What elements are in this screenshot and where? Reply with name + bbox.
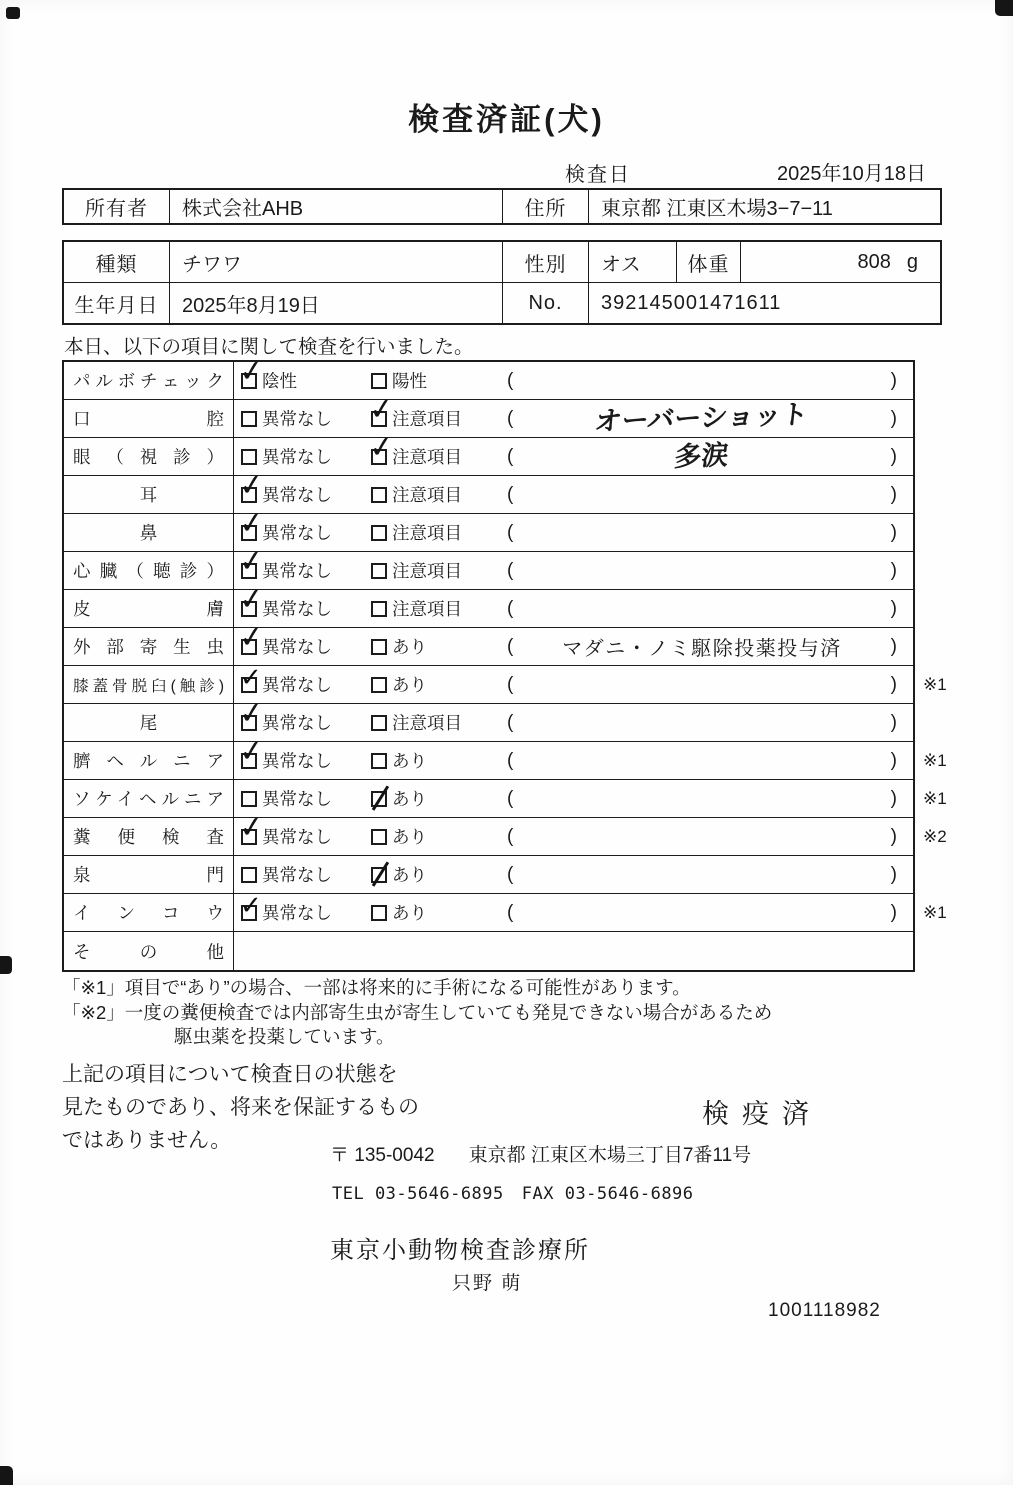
row-label: 口腔 (73, 409, 224, 429)
checklist-row (64, 590, 913, 628)
option1-label: 異常なし (262, 447, 332, 467)
fax-number: FAX 03-5646-6896 (521, 1184, 694, 1204)
option1-label: 異常なし (262, 637, 332, 657)
no-value: 392145001471611 (601, 291, 782, 314)
option2-label: 注意項目 (392, 561, 462, 581)
option2-label: あり (392, 903, 427, 923)
option-1 (234, 710, 371, 735)
option-1 (234, 862, 371, 887)
birth-value: 2025年8月19日 (170, 283, 503, 323)
weight-label: 体重 (677, 242, 741, 282)
checkbox-2 (371, 791, 387, 807)
option-2 (371, 482, 499, 507)
paren-area (499, 788, 913, 810)
paren-open: ( (507, 521, 514, 543)
serial-number: 1001118982 (768, 1300, 881, 1321)
option-1 (234, 900, 371, 925)
option-2 (371, 710, 499, 735)
paren-close: ) (890, 445, 897, 467)
option1-label: 異常なし (262, 561, 332, 581)
row-label-cell (64, 628, 234, 665)
row-label: 眼（視診） (73, 447, 224, 467)
option-1 (234, 368, 371, 393)
checkbox-2 (371, 905, 387, 921)
option2-label: 陽性 (392, 371, 427, 391)
option1-label: 異常なし (262, 827, 332, 847)
checkbox-2 (371, 829, 387, 845)
checklist-row (64, 476, 913, 514)
paren-close: ) (890, 825, 897, 847)
option-2 (371, 748, 499, 773)
row-label: パルボチェック (73, 371, 224, 391)
option-2 (371, 634, 499, 659)
checkbox-2 (371, 411, 387, 427)
checkbox-1 (241, 563, 257, 579)
checkbox-1 (241, 715, 257, 731)
row-label-cell (64, 742, 234, 779)
no-label: No. (503, 283, 589, 323)
row-label-cell (64, 400, 234, 437)
paren-open: ( (507, 483, 514, 505)
row-label: インコウ (73, 903, 224, 923)
breed-label: 種類 (64, 242, 170, 282)
row-note: ※1 (923, 902, 947, 922)
paren-close: ) (890, 483, 897, 505)
option-1 (234, 558, 371, 583)
address-value: 東京都 江東区木場3−7−11 (601, 198, 833, 220)
option-2 (371, 786, 499, 811)
paren-area (499, 598, 913, 620)
paren-area (499, 750, 913, 772)
owner-value: 株式会社AHB (170, 190, 503, 223)
option-1 (234, 672, 371, 697)
checkbox-2 (371, 449, 387, 465)
option-2 (371, 672, 499, 697)
option2-label: あり (392, 675, 427, 695)
option2-label: 注意項目 (392, 409, 462, 429)
inspection-table (62, 360, 947, 972)
paren-open: ( (507, 863, 514, 885)
checkbox-2 (371, 373, 387, 389)
checkbox-2 (371, 715, 387, 731)
dog-info-row-1 (64, 242, 940, 282)
address-label: 住所 (503, 190, 589, 223)
checkbox-1 (241, 487, 257, 503)
option2-label: あり (392, 637, 427, 657)
paren-open: ( (507, 445, 514, 467)
row-label: 皮膚 (73, 599, 224, 619)
option1-label: 陰性 (262, 371, 297, 391)
address-text: 東京都 江東区木場三丁目7番11号 (468, 1145, 752, 1166)
owner-label: 所有者 (64, 190, 170, 223)
row-note: ※1 (923, 750, 947, 770)
paren-open: ( (507, 369, 514, 391)
option2-label: 注意項目 (392, 599, 462, 619)
option-1 (234, 596, 371, 621)
row-label-cell (64, 704, 234, 741)
option1-label: 異常なし (262, 865, 332, 885)
scan-artifact (0, 1466, 13, 1485)
row-label-cell (64, 780, 234, 817)
option2-label: 注意項目 (392, 485, 462, 505)
option-2 (371, 824, 499, 849)
paren-close: ) (890, 863, 897, 885)
checkbox-1 (241, 373, 257, 389)
paren-area (499, 712, 913, 734)
dog-info-row-2 (64, 282, 940, 323)
row-label: 臍ヘルニア (73, 751, 224, 771)
sex-value: オス (589, 242, 677, 282)
option1-label: 異常なし (262, 675, 332, 695)
clinic-name: 東京小動物検査診療所 (330, 1237, 590, 1264)
checklist-body (64, 362, 947, 970)
paren-open: ( (507, 825, 514, 847)
paren-close: ) (890, 673, 897, 695)
option1-label: 異常なし (262, 599, 332, 619)
option2-label: 注意項目 (392, 713, 462, 733)
checkbox-1 (241, 829, 257, 845)
paren-text: マダニ・ノミ駆除投薬投与済 (562, 638, 842, 660)
option1-label: 異常なし (262, 903, 332, 923)
checkbox-1 (241, 411, 257, 427)
scan-artifact (995, 0, 1013, 16)
option1-label: 異常なし (262, 485, 332, 505)
option-2 (371, 444, 499, 469)
paren-area (499, 632, 913, 661)
paren-close: ) (890, 787, 897, 809)
paren-area (499, 902, 913, 924)
checklist-row (64, 894, 947, 932)
tel-number: TEL 03-5646-6895 (332, 1184, 504, 1204)
quarantine-stamp: 検疫済 (702, 1099, 822, 1129)
checkbox-2 (371, 601, 387, 617)
weight-unit: g (906, 250, 918, 273)
row-label: ソケイヘルニア (73, 789, 224, 809)
checkbox-2 (371, 677, 387, 693)
row-label: 外部寄生虫 (73, 637, 224, 657)
page-title: 検査済証(犬) (408, 102, 605, 137)
checkbox-1 (241, 867, 257, 883)
option-2 (371, 558, 499, 583)
row-note: ※1 (923, 788, 947, 808)
row-label-cell (64, 932, 234, 970)
option-2 (371, 520, 499, 545)
checkbox-1 (241, 677, 257, 693)
checklist-row (64, 514, 913, 552)
option-1 (234, 444, 371, 469)
checkbox-1 (241, 753, 257, 769)
row-label: その他 (73, 941, 224, 962)
birth-label: 生年月日 (64, 283, 170, 323)
checklist-row (64, 666, 947, 704)
row-label: 尾 (139, 713, 158, 733)
checkbox-2 (371, 563, 387, 579)
option2-label: 注意項目 (392, 523, 462, 543)
row-label-cell (64, 894, 234, 931)
paren-close: ) (890, 749, 897, 771)
option-1 (234, 824, 371, 849)
option-1 (234, 786, 371, 811)
checklist-row (64, 856, 913, 894)
option-2 (371, 368, 499, 393)
row-label: 心臓（聴診） (73, 561, 224, 581)
row-label-cell (64, 438, 234, 475)
row-label-cell (64, 552, 234, 589)
dog-info-table (62, 240, 942, 325)
option-2 (371, 900, 499, 925)
row-label: 糞便検査 (73, 827, 224, 847)
checkbox-2 (371, 639, 387, 655)
footnote-2: 「※2」一度の糞便検査では内部寄生虫が寄生していても発見できない場合があるため (62, 1001, 773, 1023)
checkbox-1 (241, 905, 257, 921)
paren-close: ) (890, 635, 897, 657)
checkbox-1 (241, 525, 257, 541)
option-1 (234, 520, 371, 545)
scan-artifact (0, 956, 12, 974)
intro-text: 本日、以下の項目に関して検査を行いました。 (64, 336, 474, 358)
footnotes (62, 976, 962, 1050)
option2-label: あり (392, 789, 427, 809)
row-label-cell (64, 514, 234, 551)
weight-value (741, 242, 940, 282)
option-1 (234, 406, 371, 431)
row-label: 耳 (139, 485, 158, 505)
option2-label: あり (392, 865, 427, 885)
paren-close: ) (890, 559, 897, 581)
checklist-row (64, 704, 913, 742)
checkbox-1 (241, 639, 257, 655)
paren-open: ( (507, 787, 514, 809)
paren-open: ( (507, 673, 514, 695)
checkbox-2 (371, 753, 387, 769)
paren-close: ) (890, 711, 897, 733)
exam-date-label: 検査日 (565, 164, 631, 186)
row-label-cell (64, 362, 234, 399)
option2-label: あり (392, 751, 427, 771)
checkbox-2 (371, 487, 387, 503)
paren-open: ( (507, 559, 514, 581)
option-1 (234, 482, 371, 507)
paren-text: 多涙 (673, 440, 731, 473)
paren-close: ) (890, 369, 897, 391)
paren-close: ) (890, 521, 897, 543)
option1-label: 異常なし (262, 409, 332, 429)
checkbox-1 (241, 791, 257, 807)
row-label: 膝蓋骨脱臼(触診) (73, 677, 224, 695)
option1-label: 異常なし (262, 713, 332, 733)
paren-area (499, 522, 913, 544)
paren-area (499, 864, 913, 886)
row-label-cell (64, 856, 234, 893)
checklist-row (64, 438, 913, 476)
paren-close: ) (890, 901, 897, 923)
checklist-row (64, 932, 913, 970)
exam-date-value: 2025年10月18日 (777, 163, 926, 185)
paren-area (499, 437, 913, 476)
disclaimer-line: ではありません。 (62, 1129, 232, 1152)
clinic-address (330, 1140, 751, 1167)
option-1 (234, 634, 371, 659)
paren-area (499, 674, 913, 696)
paren-area (499, 560, 913, 582)
clinic-telfax (332, 1184, 694, 1204)
owner-table (62, 188, 942, 225)
footnote-2-cont: 駆虫薬を投薬しています。 (174, 1026, 395, 1047)
checkbox-1 (241, 449, 257, 465)
option2-label: あり (392, 827, 427, 847)
checkbox-1 (241, 601, 257, 617)
row-label: 鼻 (139, 523, 158, 543)
row-label-cell (64, 666, 234, 703)
paren-area (499, 370, 913, 392)
checklist-row (64, 818, 947, 856)
checklist-row (64, 780, 947, 818)
row-note: ※1 (923, 674, 947, 694)
footnote-1: 「※1」項目で“あり”の場合、一部は将来的に手術になる可能性があります。 (62, 977, 691, 998)
checkbox-2 (371, 867, 387, 883)
checkbox-2 (371, 525, 387, 541)
option-1 (234, 748, 371, 773)
row-note: ※2 (923, 826, 947, 846)
row-label: 泉門 (73, 865, 224, 885)
row-label-cell (64, 476, 234, 513)
postal-code: 〒 135-0042 (330, 1145, 435, 1166)
weight-number: 808 (857, 250, 891, 273)
paren-open: ( (507, 711, 514, 733)
disclaimer-line: 上記の項目について検査日の状態を (62, 1063, 398, 1086)
scan-artifact (6, 7, 20, 19)
row-label-cell (64, 590, 234, 627)
option-2 (371, 862, 499, 887)
row-label-cell (64, 818, 234, 855)
checklist-row (64, 742, 947, 780)
paren-open: ( (507, 749, 514, 771)
option-2 (371, 596, 499, 621)
veterinarian-name: 只野 萌 (452, 1273, 523, 1294)
paren-close: ) (890, 407, 897, 429)
disclaimer-line: 見たものであり、将来を保証するもの (62, 1096, 419, 1119)
paren-open: ( (507, 597, 514, 619)
option1-label: 異常なし (262, 523, 332, 543)
checklist-row (64, 628, 913, 666)
option1-label: 異常なし (262, 789, 332, 809)
paren-text: オーバーショット (593, 399, 811, 437)
option-2 (371, 406, 499, 431)
paren-area (499, 484, 913, 506)
paren-open: ( (507, 407, 514, 429)
sex-label: 性別 (503, 242, 589, 282)
paren-open: ( (507, 635, 514, 657)
checklist-row (64, 552, 913, 590)
paren-area (499, 826, 913, 848)
breed-value: チワワ (170, 242, 503, 282)
paren-close: ) (890, 597, 897, 619)
option1-label: 異常なし (262, 751, 332, 771)
paren-open: ( (507, 901, 514, 923)
option2-label: 注意項目 (392, 447, 462, 467)
